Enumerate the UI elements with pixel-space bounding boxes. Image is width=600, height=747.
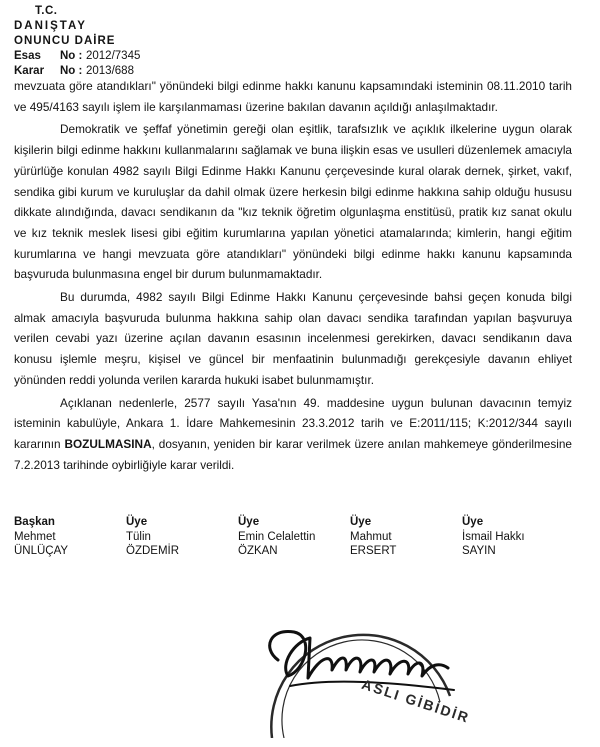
signatory-last-name: ÖZKAN	[238, 545, 278, 557]
decision-text-after: , dosyanın, yeniden bir karar verilmek üzere anılan mahkemeye gönderilmesine 7.2.2013 tarihinde oybirliğiyle karar verildi.	[14, 436, 572, 472]
signatory-first-name: Tülin	[126, 530, 151, 543]
paragraph-assessment: Bu durumda, 4982 sayılı Bilgi Edinme Hakkı Kanunu çerçevesinde bahsi geçen konuda bilgi almak amacıyla başvuruda bulunma hakkına sahip olan davacı sendika tarafından yapılan başvuruya verilen cevabi yazı üzerine açılan davanın esasının incelenmesi gerekirken, davacı sendikanın dava konusu işlemle meşru, kişisel ve güncel bir menfaatinin bulunmadığı gerekçesiyle davanın ehliyet yönünden reddi yolunda verilen kararda hukuki isabet bulunmamıştır.	[14, 290, 572, 387]
signatory-role: Üye	[238, 516, 260, 528]
esas-no-label: No :	[60, 50, 83, 62]
document-header	[14, 4, 140, 79]
signatory-first-name: Mehmet	[14, 530, 56, 543]
signatory-member	[238, 515, 350, 559]
signatory-first-name: Mahmut	[350, 530, 392, 543]
paragraph-decision	[14, 393, 572, 476]
decision-text-before: Açıklanan nedenlerle, 2577 sayılı Yasa'nın 49. maddesine uygun bulunan davacının temyiz isteminin kabulüyle, Ankara 1. İdare Mahkemesinin 23.3.2012 tarih ve E:2011/115; K:2012/344 sayılı kararının	[14, 395, 572, 451]
signatory-role: Başkan	[14, 516, 55, 528]
signatory-member	[462, 515, 574, 559]
esas-label: Esas	[14, 50, 41, 62]
signatory-last-name: ERSERT	[350, 545, 397, 557]
signatory-member	[126, 515, 238, 559]
stamp-signature	[250, 598, 475, 738]
signatories-block	[14, 515, 574, 559]
department-name: ONUNCU DAİRE	[14, 35, 116, 47]
signatory-last-name: ÖZDEMİR	[126, 545, 180, 557]
court-name: DANIŞTAY	[14, 20, 87, 32]
karar-label: Karar	[14, 65, 45, 77]
esas-number: 2012/7345	[86, 50, 141, 62]
stamp-text: ASLI GİBİDİR	[359, 675, 472, 726]
signatory-last-name: SAYIN	[462, 545, 496, 557]
document-body	[14, 76, 572, 475]
karar-no-label: No :	[60, 65, 83, 77]
esas-reference	[14, 49, 140, 64]
signatory-role: Üye	[462, 516, 484, 528]
paragraph-legal-basis: Demokratik ve şeffaf yönetimin gereği olan eşitlik, tarafsızlık ve açıklık ilkelerine uygun olarak kişilerin bilgi edinme hakkını kullanmalarını sağlamak ve buna ilişkin esas ve usulleri düzenlemek amacıyla yürürlüğe konulan 4982 sayılı Bilgi Edinme Hakkı Kanunu çerçevesinde kural olarak dernek, şirket, vakıf, sendika gibi kurum ve kuruluşlar da dahil olmak üzere herkesin bilgi edinme hakkına sahip olduğu hususu dikkate alındığında, davacı sendikanın da "kız teknik öğretim olgunlaşma enstitüsü, pratik kız sanat okulu ve kız teknik meslek lisesi gibi eğitim kurumlarına yapılan yönetici atamalarında; kimlerin, hangi eğitim kurumlarına ve hangi mevzuata göre atandıkları" yönündeki bilgi edinme hakkı kanunu kapsamında başvuruda bulunmasına engel bir durum bulunmamaktadır.	[14, 122, 572, 282]
signatory-president	[14, 515, 126, 559]
signatory-role: Üye	[350, 516, 372, 528]
signatory-last-name: ÜNLÜÇAY	[14, 545, 69, 557]
decision-ruling: BOZULMASINA	[64, 436, 152, 451]
signatory-role: Üye	[126, 516, 148, 528]
signatory-first-name: Emin Celalettin	[238, 530, 316, 543]
signatory-member	[350, 515, 462, 559]
signatory-first-name: İsmail Hakkı	[462, 530, 525, 543]
paragraph-continuation: mevzuata göre atandıkları" yönündeki bilgi edinme hakkı kanunu kapsamındaki isteminin 08.11.2010 tarih ve 495/4163 sayılı işlem ile karşılanmaması üzerine bakılan davanın açıldığı anlaşılmaktadır.	[14, 79, 572, 114]
karar-number: 2013/688	[86, 65, 134, 77]
republic-label: T.C.	[35, 5, 58, 17]
